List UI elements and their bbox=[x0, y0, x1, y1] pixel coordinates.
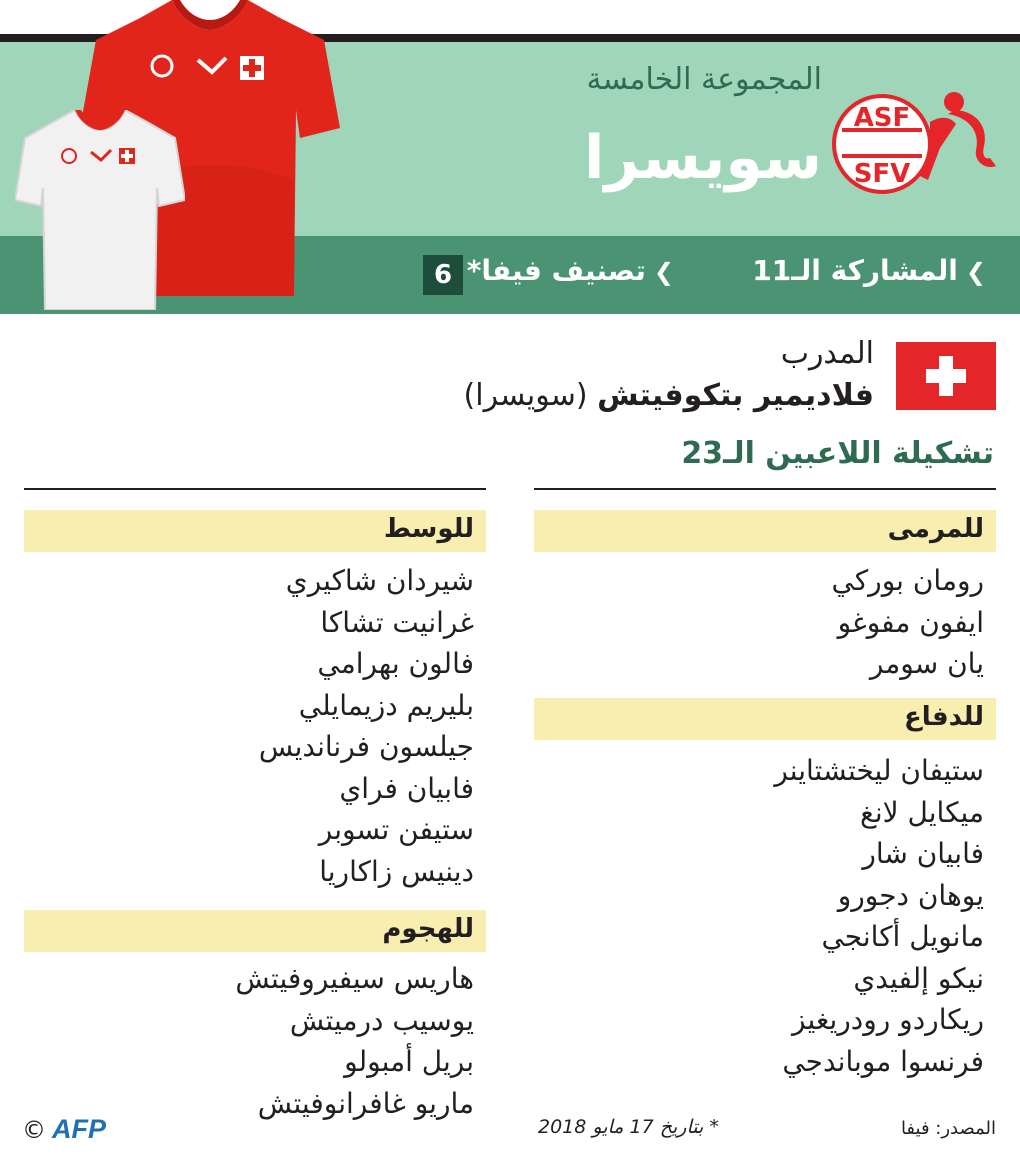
list-item: ايفون مفوغو bbox=[837, 605, 984, 639]
goalkeepers-list bbox=[832, 560, 984, 685]
list-item: فابيان فراي bbox=[339, 771, 474, 805]
fifa-rank-value: 6 bbox=[423, 255, 463, 295]
midfielders-list bbox=[259, 560, 474, 892]
copyright-icon: © bbox=[22, 1116, 46, 1144]
date-note: * بتاريخ 17 مايو 2018 bbox=[538, 1116, 719, 1138]
list-item: ريكاردو رودريغيز bbox=[792, 1003, 984, 1036]
afp-logo-text: AFP bbox=[52, 1114, 106, 1142]
list-item: يان سومر bbox=[869, 647, 984, 680]
list-item: ستيفن تسوبر bbox=[318, 813, 474, 846]
chevron-icon: ❯ bbox=[653, 258, 674, 286]
forwards-list bbox=[235, 958, 474, 1124]
section-midfielders: للوسط bbox=[24, 510, 486, 552]
away-shirt-image bbox=[15, 110, 185, 310]
list-item: فالون بهرامي bbox=[317, 647, 474, 680]
section-defenders: للدفاع bbox=[534, 698, 996, 740]
list-item: غرانيت تشاكا bbox=[320, 605, 474, 639]
list-item: ماريو غافرانوفيتش bbox=[257, 1086, 474, 1120]
list-item: مانويل أكانجي bbox=[821, 920, 984, 953]
fifa-rank-label: ❯تصنيف فيفا* bbox=[466, 254, 674, 287]
divider bbox=[534, 488, 996, 490]
group-label: المجموعة الخامسة bbox=[586, 62, 822, 97]
list-item: نيكو إلفيدي bbox=[853, 961, 984, 995]
list-item: شيردان شاكيري bbox=[285, 564, 474, 597]
swiss-flag-icon bbox=[896, 342, 996, 410]
svg-text:SFV: SFV bbox=[853, 159, 911, 189]
federation-logo-icon bbox=[830, 88, 1000, 198]
list-item: يوسيب درميتش bbox=[289, 1003, 474, 1037]
afp-logo-icon bbox=[50, 1114, 126, 1142]
section-forwards: للهجوم bbox=[24, 910, 486, 952]
coach-label: المدرب bbox=[780, 336, 874, 371]
divider bbox=[24, 488, 486, 490]
list-item: يوهان دجورو bbox=[837, 878, 984, 912]
list-item: رومان بوركي bbox=[831, 564, 984, 597]
country-name: سويسرا bbox=[583, 123, 822, 193]
defenders-list bbox=[774, 750, 984, 1082]
svg-text:ASF: ASF bbox=[853, 103, 911, 133]
list-item: جيلسون فرنانديس bbox=[258, 730, 474, 763]
list-item: دينيس زاكاريا bbox=[319, 854, 474, 888]
list-item: ميكايل لانغ bbox=[859, 795, 984, 829]
chevron-icon: ❯ bbox=[965, 258, 986, 286]
coach-name: فلاديمير بتكوفيتش (سويسرا) bbox=[463, 378, 874, 413]
list-item: ستيفان ليختشتاينر bbox=[774, 754, 984, 787]
section-goalkeepers: للمرمى bbox=[534, 510, 996, 552]
list-item: هاريس سيفيروفيتش bbox=[235, 962, 474, 995]
participation-info: ❯المشاركة الـ11 bbox=[752, 254, 986, 287]
list-item: فابيان شار bbox=[862, 837, 984, 870]
squad-title: تشكيلة اللاعبين الـ23 bbox=[681, 436, 994, 471]
list-item: بريل أمبولو bbox=[344, 1045, 474, 1078]
source-note: المصدر: فيفا bbox=[900, 1118, 996, 1139]
list-item: فرنسوا موباندجي bbox=[782, 1044, 984, 1078]
list-item: بليريم دزيمايلي bbox=[298, 688, 474, 722]
